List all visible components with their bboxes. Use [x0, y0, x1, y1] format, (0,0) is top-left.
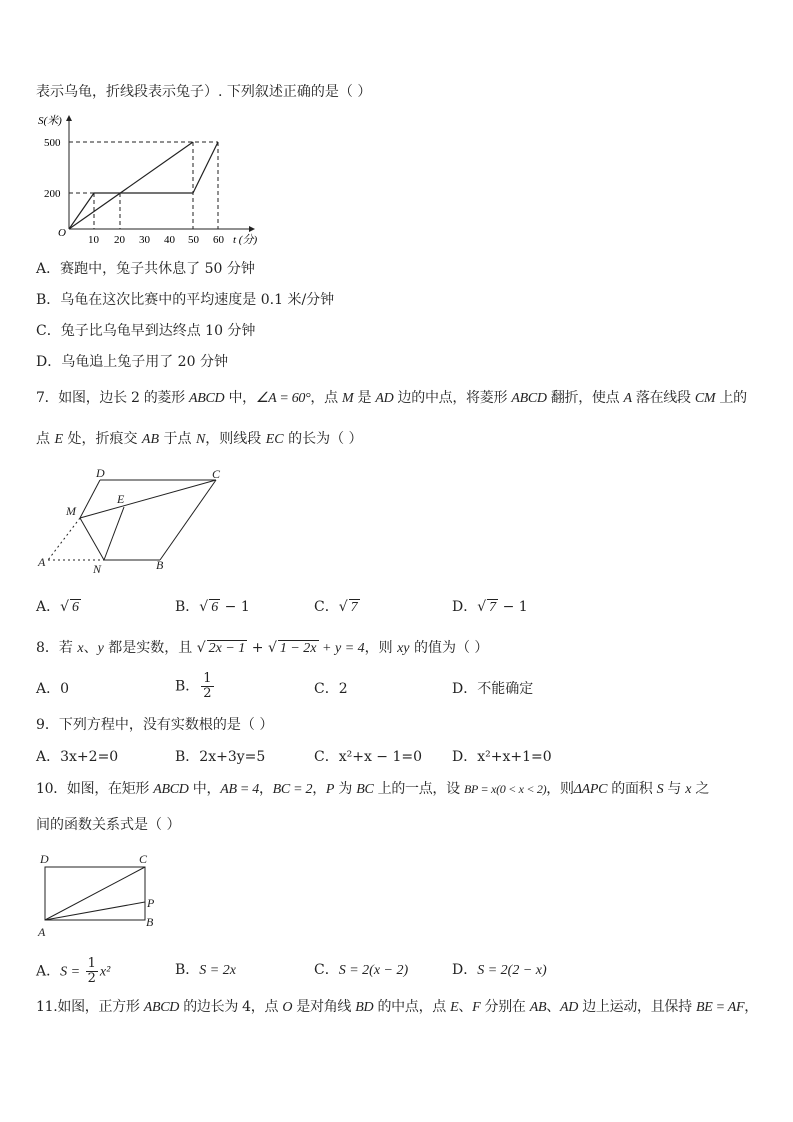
- origin-label: O: [58, 227, 66, 239]
- x-tick-40: 40: [164, 234, 175, 246]
- q10-option-b: B．S = 2x: [175, 962, 236, 978]
- q10-option-c: C．S = 2(x − 2): [314, 962, 409, 978]
- q6-option-c: C．兔子比乌龟早到达终点 10 分钟: [36, 323, 256, 339]
- label-p: P: [147, 896, 155, 910]
- q6-race-graph: [36, 112, 276, 250]
- tortoise-line: [69, 142, 193, 229]
- q10-stem-line2: 间的函数关系式是（ ）: [36, 817, 181, 833]
- q7-option-c: C．√ 7: [314, 599, 358, 615]
- label-c: C: [139, 852, 148, 866]
- q9-option-a: A．3x+2=0: [36, 749, 119, 765]
- label-e: E: [117, 492, 125, 506]
- label-c: C: [212, 467, 221, 481]
- q8-option-d: D．不能确定: [452, 681, 534, 697]
- q8-option-a: A．0: [36, 681, 70, 697]
- q7-stem-line1: 7．如图，边长 2 的菱形 ABCD 中，∠A = 60°，点 M 是 AD 边的中点，将菱形 ABCD 翻折，使点 A 落在线段 CM 上的: [36, 390, 747, 406]
- q9-option-b: B．2x+3y=5: [175, 749, 266, 765]
- label-b: B: [156, 558, 164, 572]
- x-tick-10: 10: [88, 234, 99, 246]
- label-b: B: [146, 915, 154, 929]
- rabbit-polyline: [69, 142, 218, 229]
- q6-option-d: D．乌龟追上兔子用了 20 分钟: [36, 354, 228, 370]
- x-tick-30: 30: [139, 234, 150, 246]
- label-d: D: [40, 852, 49, 866]
- q10-option-a: A．S = $\frac{1}{2}$ x²: [36, 956, 111, 986]
- label-a: A: [38, 925, 46, 939]
- x-tick-50: 50: [188, 234, 199, 246]
- x-axis-label: t (分): [233, 234, 258, 246]
- q7-rhombus-figure: [36, 462, 236, 578]
- label-d: D: [96, 466, 105, 480]
- label-a: A: [38, 555, 46, 569]
- q10-option-d: D．S = 2(2 − x): [452, 962, 547, 978]
- q9-stem: 9．下列方程中，没有实数根的是（ ）: [36, 717, 274, 733]
- q8-option-b: B． $\frac{1}{2}$: [175, 671, 212, 701]
- q6-option-a: A．赛跑中，兔子共休息了 50 分钟: [36, 261, 255, 277]
- q7-option-b: B．√ 6 − 1: [175, 599, 250, 615]
- q10-stem-line1: 10．如图，在矩形 ABCD 中，AB = 4，BC = 2，P 为 BC 上的一点，设 BP = x(0 < x < 2)，则ΔAPC 的面积 S 与 x 之: [36, 781, 710, 797]
- q7-stem-line2: 点 E 处，折痕交 AB 于点 N，则线段 EC 的长为（ ）: [36, 431, 363, 447]
- q9-option-d: D．x²+x+1=0: [452, 749, 552, 765]
- q8-stem: 8．若 x、y 都是实数，且 √ 2x − 1 + √ 1 − 2x + y = 4，则 xy 的值为（ ）: [36, 640, 489, 656]
- q7-option-a: A．√ 6: [36, 599, 80, 615]
- x-tick-60: 60: [213, 234, 224, 246]
- x-tick-20: 20: [114, 234, 125, 246]
- label-n: N: [93, 562, 102, 576]
- y-tick-500: 500: [44, 137, 61, 149]
- q6-option-b: B．乌龟在这次比赛中的平均速度是 0.1 米/分钟: [36, 292, 335, 308]
- q7-option-d: D．√ 7 − 1: [452, 599, 528, 615]
- y-axis-label: S(米): [38, 115, 62, 127]
- q10-rectangle-figure: [36, 850, 166, 940]
- label-m: M: [66, 504, 76, 518]
- q6-intro: 表示乌龟，折线段表示兔子）. 下列叙述正确的是（ ）: [36, 84, 372, 100]
- q11-stem: 11.如图，正方形 ABCD 的边长为 4，点 O 是对角线 BD 的中点，点 E、F 分别在 AB、AD 边上运动，且保持 BE = AF，: [36, 999, 758, 1015]
- q8-option-c: C．2: [314, 681, 348, 697]
- y-tick-200: 200: [44, 188, 61, 200]
- q9-option-c: C．x²+x − 1=0: [314, 749, 423, 765]
